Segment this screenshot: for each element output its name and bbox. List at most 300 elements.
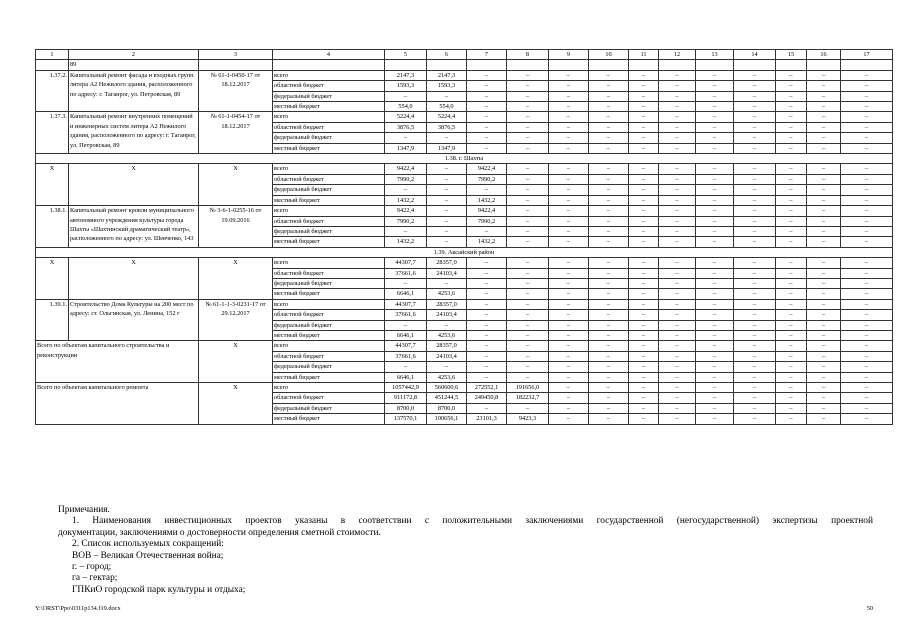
value-cell: – — [696, 195, 734, 205]
table-row — [36, 112, 893, 122]
value-cell: 37661,6 — [385, 268, 427, 278]
value-cell: – — [589, 268, 629, 278]
value-cell: – — [841, 289, 893, 299]
column-number: 10 — [589, 50, 629, 60]
funding-source: местный бюджет — [273, 237, 385, 247]
abbreviation-2: г. – город; — [72, 562, 112, 573]
value-cell: – — [659, 351, 696, 361]
value-cell: – — [549, 320, 589, 330]
value-cell: – — [427, 206, 467, 216]
value-cell: – — [629, 143, 659, 153]
table-row — [36, 70, 893, 80]
value-cell: – — [427, 195, 467, 205]
value-cell: – — [507, 133, 549, 143]
value-cell: – — [507, 122, 549, 132]
expertise-document: № 3-6-1-0255-16 от 19.09.2016 — [199, 206, 273, 248]
value-cell: – — [427, 185, 467, 195]
value-cell: – — [549, 237, 589, 247]
value-cell: – — [629, 341, 659, 351]
value-cell: – — [734, 310, 776, 320]
value-cell: 182232,7 — [507, 393, 549, 403]
value-cell: – — [841, 278, 893, 288]
value-cell: – — [659, 216, 696, 226]
value-cell: – — [841, 258, 893, 268]
funding-source: федеральный бюджет — [273, 185, 385, 195]
value-cell: – — [776, 133, 807, 143]
funding-source: федеральный бюджет — [273, 91, 385, 101]
value-cell: – — [776, 383, 807, 393]
total-doc: Х — [199, 341, 273, 383]
value-cell: 5224,4 — [385, 112, 427, 122]
value-cell: – — [467, 351, 507, 361]
value-cell: – — [696, 226, 734, 236]
value-cell: 44307,7 — [385, 341, 427, 351]
value-cell: – — [589, 102, 629, 112]
expertise-document: № 61-1-0450-17 от 18.12.2017 — [199, 70, 273, 112]
value-cell: – — [841, 122, 893, 132]
row-number: 1.39.1. — [36, 299, 69, 341]
value-cell: – — [696, 372, 734, 382]
value-cell: – — [549, 351, 589, 361]
value-cell: – — [841, 237, 893, 247]
value-cell: – — [427, 226, 467, 236]
value-cell: – — [734, 216, 776, 226]
funding-source: всего — [273, 164, 385, 174]
value-cell: – — [507, 226, 549, 236]
table-row — [36, 299, 893, 309]
value-cell: – — [807, 143, 841, 153]
value-cell: – — [696, 133, 734, 143]
value-cell: 7990,2 — [467, 216, 507, 226]
note-1-line-1: 1. Наименования инвестиционных проектов указаны в соответствии с положительными заключениями государственной (негосударственной) экспертизы проектной — [72, 516, 873, 527]
row-number: 1.37.2. — [36, 70, 69, 112]
value-cell: – — [696, 403, 734, 413]
value-cell: – — [734, 278, 776, 288]
value-cell: – — [696, 122, 734, 132]
empty-cell — [467, 60, 507, 70]
value-cell: – — [549, 122, 589, 132]
value-cell: – — [696, 216, 734, 226]
value-cell: – — [807, 70, 841, 80]
value-cell: 7990,2 — [385, 216, 427, 226]
value-cell: – — [807, 164, 841, 174]
value-cell: – — [549, 289, 589, 299]
value-cell: – — [549, 112, 589, 122]
value-cell: – — [427, 91, 467, 101]
column-number: 14 — [734, 50, 776, 60]
value-cell: 191656,0 — [507, 383, 549, 393]
value-cell: – — [427, 164, 467, 174]
value-cell: – — [696, 258, 734, 268]
value-cell: – — [427, 216, 467, 226]
value-cell: – — [467, 330, 507, 340]
column-number: 11 — [629, 50, 659, 60]
empty-cell — [385, 60, 427, 70]
project-description: Капитальный ремонт внутренних помещений и инженерных систем литера А2 Нежилого здания, расположенного по адресу: г. Таганрог, ул. Петровская, 89 — [69, 112, 199, 154]
value-cell: – — [776, 237, 807, 247]
value-cell: – — [549, 372, 589, 382]
value-cell: – — [549, 226, 589, 236]
value-cell: – — [659, 414, 696, 424]
value-cell: – — [507, 403, 549, 413]
value-cell: – — [589, 216, 629, 226]
expertise-document: Х — [199, 258, 273, 300]
value-cell: – — [427, 362, 467, 372]
value-cell: – — [589, 226, 629, 236]
value-cell: – — [734, 174, 776, 184]
value-cell: – — [507, 341, 549, 351]
value-cell: – — [427, 278, 467, 288]
column-number: 3 — [199, 50, 273, 60]
value-cell: – — [549, 278, 589, 288]
value-cell: – — [507, 268, 549, 278]
value-cell: 5224,4 — [427, 112, 467, 122]
value-cell: – — [507, 299, 549, 309]
value-cell: – — [589, 362, 629, 372]
value-cell: – — [696, 112, 734, 122]
value-cell: – — [696, 278, 734, 288]
value-cell: – — [734, 383, 776, 393]
value-cell: – — [776, 112, 807, 122]
value-cell: – — [629, 206, 659, 216]
value-cell: – — [549, 341, 589, 351]
value-cell: – — [659, 299, 696, 309]
value-cell: – — [467, 122, 507, 132]
value-cell: – — [659, 393, 696, 403]
value-cell: – — [467, 278, 507, 288]
value-cell: – — [549, 216, 589, 226]
value-cell: – — [776, 195, 807, 205]
value-cell: – — [734, 70, 776, 80]
value-cell: 1593,3 — [427, 81, 467, 91]
value-cell: – — [589, 143, 629, 153]
value-cell: – — [507, 372, 549, 382]
funding-source: областной бюджет — [273, 351, 385, 361]
value-cell: – — [589, 195, 629, 205]
value-cell: – — [549, 362, 589, 372]
value-cell: – — [807, 278, 841, 288]
expertise-document: № 61-1-0454-17 от 18.12.2017 — [199, 112, 273, 154]
value-cell: – — [659, 383, 696, 393]
column-number: 16 — [807, 50, 841, 60]
value-cell: – — [807, 195, 841, 205]
value-cell: – — [841, 362, 893, 372]
value-cell: – — [549, 206, 589, 216]
value-cell: – — [629, 258, 659, 268]
value-cell: – — [629, 185, 659, 195]
value-cell: – — [629, 403, 659, 413]
value-cell: – — [841, 70, 893, 80]
value-cell: – — [841, 174, 893, 184]
value-cell: – — [659, 81, 696, 91]
funding-source: местный бюджет — [273, 372, 385, 382]
column-number: 12 — [659, 50, 696, 60]
column-number: 13 — [696, 50, 734, 60]
value-cell: – — [589, 185, 629, 195]
value-cell: – — [841, 330, 893, 340]
value-cell: – — [807, 341, 841, 351]
column-number: 15 — [776, 50, 807, 60]
table-row — [36, 206, 893, 216]
value-cell: – — [807, 122, 841, 132]
value-cell: – — [776, 289, 807, 299]
value-cell: – — [807, 383, 841, 393]
empty-cell — [549, 60, 589, 70]
value-cell: – — [841, 216, 893, 226]
value-cell: – — [589, 91, 629, 101]
section-title: 1.38. г. Шахты — [36, 154, 893, 164]
value-cell: – — [696, 102, 734, 112]
funding-source: местный бюджет — [273, 330, 385, 340]
value-cell: – — [467, 70, 507, 80]
value-cell: – — [629, 310, 659, 320]
project-description: Строительство Дома Культуры на 200 мест по адресу: ст. Ольгинская, ул. Ленина, 152 г — [69, 299, 199, 341]
value-cell: – — [696, 143, 734, 153]
value-cell: – — [659, 278, 696, 288]
value-cell: – — [549, 143, 589, 153]
value-cell: – — [467, 341, 507, 351]
value-cell: – — [507, 102, 549, 112]
value-cell: – — [776, 91, 807, 101]
value-cell: – — [507, 91, 549, 101]
value-cell: – — [659, 310, 696, 320]
value-cell: – — [734, 102, 776, 112]
value-cell: 4253,6 — [427, 330, 467, 340]
value-cell: – — [696, 351, 734, 361]
value-cell: 272552,1 — [467, 383, 507, 393]
value-cell: – — [659, 122, 696, 132]
value-cell: – — [841, 133, 893, 143]
funding-source: областной бюджет — [273, 122, 385, 132]
empty-cell — [776, 60, 807, 70]
value-cell: – — [385, 91, 427, 101]
value-cell: – — [807, 414, 841, 424]
value-cell: 28357,0 — [427, 299, 467, 309]
value-cell: – — [807, 393, 841, 403]
value-cell: – — [734, 226, 776, 236]
value-cell: 3876,5 — [385, 122, 427, 132]
value-cell: 9422,4 — [385, 206, 427, 216]
value-cell: – — [841, 341, 893, 351]
value-cell: – — [507, 70, 549, 80]
value-cell: – — [629, 320, 659, 330]
value-cell: – — [807, 112, 841, 122]
value-cell: – — [841, 268, 893, 278]
value-cell: 37661,6 — [385, 351, 427, 361]
value-cell: 560600,6 — [427, 383, 467, 393]
value-cell: 24103,4 — [427, 268, 467, 278]
value-cell: – — [776, 278, 807, 288]
empty-cell — [427, 60, 467, 70]
value-cell: – — [467, 81, 507, 91]
value-cell: – — [629, 70, 659, 80]
value-cell: 3876,5 — [427, 122, 467, 132]
value-cell: – — [659, 206, 696, 216]
value-cell: 1432,2 — [385, 237, 427, 247]
value-cell: – — [589, 351, 629, 361]
value-cell: – — [776, 393, 807, 403]
value-cell: 554,0 — [385, 102, 427, 112]
funding-source: всего — [273, 258, 385, 268]
value-cell: – — [467, 289, 507, 299]
value-cell: – — [696, 185, 734, 195]
value-cell: – — [629, 383, 659, 393]
funding-source: местный бюджет — [273, 195, 385, 205]
value-cell: – — [507, 206, 549, 216]
value-cell: – — [841, 403, 893, 413]
value-cell: 24103,4 — [427, 351, 467, 361]
value-cell: – — [734, 362, 776, 372]
value-cell: – — [589, 112, 629, 122]
value-cell: – — [734, 372, 776, 382]
value-cell: – — [589, 258, 629, 268]
value-cell: – — [629, 91, 659, 101]
value-cell: – — [776, 268, 807, 278]
value-cell: – — [659, 258, 696, 268]
value-cell: – — [734, 143, 776, 153]
value-cell: – — [776, 258, 807, 268]
funding-source: всего — [273, 70, 385, 80]
value-cell: – — [807, 268, 841, 278]
value-cell: – — [659, 185, 696, 195]
value-cell: – — [659, 102, 696, 112]
funding-source: областной бюджет — [273, 216, 385, 226]
value-cell: – — [467, 299, 507, 309]
value-cell: – — [696, 164, 734, 174]
value-cell: – — [549, 403, 589, 413]
value-cell: 1432,2 — [467, 237, 507, 247]
funding-source: областной бюджет — [273, 310, 385, 320]
funding-source: федеральный бюджет — [273, 226, 385, 236]
value-cell: – — [507, 310, 549, 320]
value-cell: – — [734, 164, 776, 174]
value-cell: 451244,5 — [427, 393, 467, 403]
column-number: 9 — [549, 50, 589, 60]
value-cell: – — [841, 226, 893, 236]
value-cell: – — [841, 310, 893, 320]
value-cell: – — [776, 226, 807, 236]
column-number: 2 — [69, 50, 199, 60]
empty-cell — [696, 60, 734, 70]
value-cell: – — [807, 81, 841, 91]
value-cell: – — [385, 185, 427, 195]
value-cell: – — [589, 278, 629, 288]
column-number: 6 — [427, 50, 467, 60]
funding-source: местный бюджет — [273, 143, 385, 153]
value-cell: – — [841, 372, 893, 382]
funding-source: федеральный бюджет — [273, 320, 385, 330]
funding-source: областной бюджет — [273, 393, 385, 403]
value-cell: – — [467, 310, 507, 320]
value-cell: – — [841, 143, 893, 153]
value-cell: – — [549, 299, 589, 309]
value-cell: – — [807, 289, 841, 299]
funding-source: всего — [273, 206, 385, 216]
value-cell: – — [659, 237, 696, 247]
value-cell: – — [507, 258, 549, 268]
value-cell: – — [734, 393, 776, 403]
column-number: 4 — [273, 50, 385, 60]
funding-source: всего — [273, 341, 385, 351]
value-cell: – — [629, 102, 659, 112]
empty-cell — [807, 60, 841, 70]
value-cell: 1432,2 — [467, 195, 507, 205]
value-cell: – — [467, 185, 507, 195]
value-cell: – — [776, 351, 807, 361]
value-cell: 6646,1 — [385, 289, 427, 299]
note-2: 2. Список используемых сокращений: — [72, 539, 224, 550]
value-cell: – — [507, 289, 549, 299]
value-cell: – — [659, 289, 696, 299]
value-cell: 4253,6 — [427, 372, 467, 382]
empty-cell — [629, 60, 659, 70]
empty-cell — [507, 60, 549, 70]
value-cell: – — [734, 351, 776, 361]
empty-cell — [734, 60, 776, 70]
value-cell: – — [507, 362, 549, 372]
carry-over-text: 89 — [69, 60, 199, 70]
value-cell: – — [696, 70, 734, 80]
value-cell: – — [734, 237, 776, 247]
value-cell: – — [776, 70, 807, 80]
value-cell: – — [589, 393, 629, 403]
value-cell: 44307,7 — [385, 258, 427, 268]
value-cell: – — [427, 133, 467, 143]
value-cell: 911172,8 — [385, 393, 427, 403]
value-cell: – — [427, 237, 467, 247]
value-cell: – — [659, 133, 696, 143]
value-cell: – — [467, 258, 507, 268]
value-cell: – — [629, 414, 659, 424]
value-cell: 7990,2 — [467, 174, 507, 184]
value-cell: – — [467, 91, 507, 101]
value-cell: – — [507, 164, 549, 174]
value-cell: – — [629, 164, 659, 174]
value-cell: – — [807, 330, 841, 340]
value-cell: – — [734, 341, 776, 351]
project-description: Капитальный ремонт фасада и входных групп литера А2 Нежилого здания, расположенного по адресу: г. Таганрог, ул. Петровская, 89 — [69, 70, 199, 112]
project-description: Капитальный ремонт кровли муниципального автономного учреждения культуры города Шахты «Шахтинский драматический театр», расположенного по адресу: ул. Шевченко, 143 — [69, 206, 199, 248]
expertise-document: Х — [199, 164, 273, 206]
funding-source: всего — [273, 299, 385, 309]
value-cell: – — [776, 143, 807, 153]
value-cell: – — [659, 70, 696, 80]
value-cell: 2147,3 — [427, 70, 467, 80]
value-cell: – — [776, 206, 807, 216]
file-path: Y:\ORST\Ppo\0311p134.f19.docx — [35, 605, 121, 612]
value-cell: – — [776, 320, 807, 330]
value-cell: – — [696, 206, 734, 216]
value-cell: – — [589, 81, 629, 91]
value-cell: – — [807, 216, 841, 226]
value-cell: 24103,4 — [427, 310, 467, 320]
value-cell: – — [696, 341, 734, 351]
value-cell: – — [629, 268, 659, 278]
value-cell: 28357,0 — [427, 341, 467, 351]
value-cell: – — [467, 226, 507, 236]
value-cell: – — [841, 195, 893, 205]
value-cell: – — [589, 164, 629, 174]
value-cell: – — [841, 414, 893, 424]
value-cell: – — [385, 133, 427, 143]
value-cell: – — [776, 372, 807, 382]
table-row — [36, 164, 893, 174]
value-cell: – — [507, 174, 549, 184]
value-cell: 9422,4 — [385, 164, 427, 174]
value-cell: 37661,6 — [385, 310, 427, 320]
funding-source: всего — [273, 383, 385, 393]
funding-source: местный бюджет — [273, 102, 385, 112]
